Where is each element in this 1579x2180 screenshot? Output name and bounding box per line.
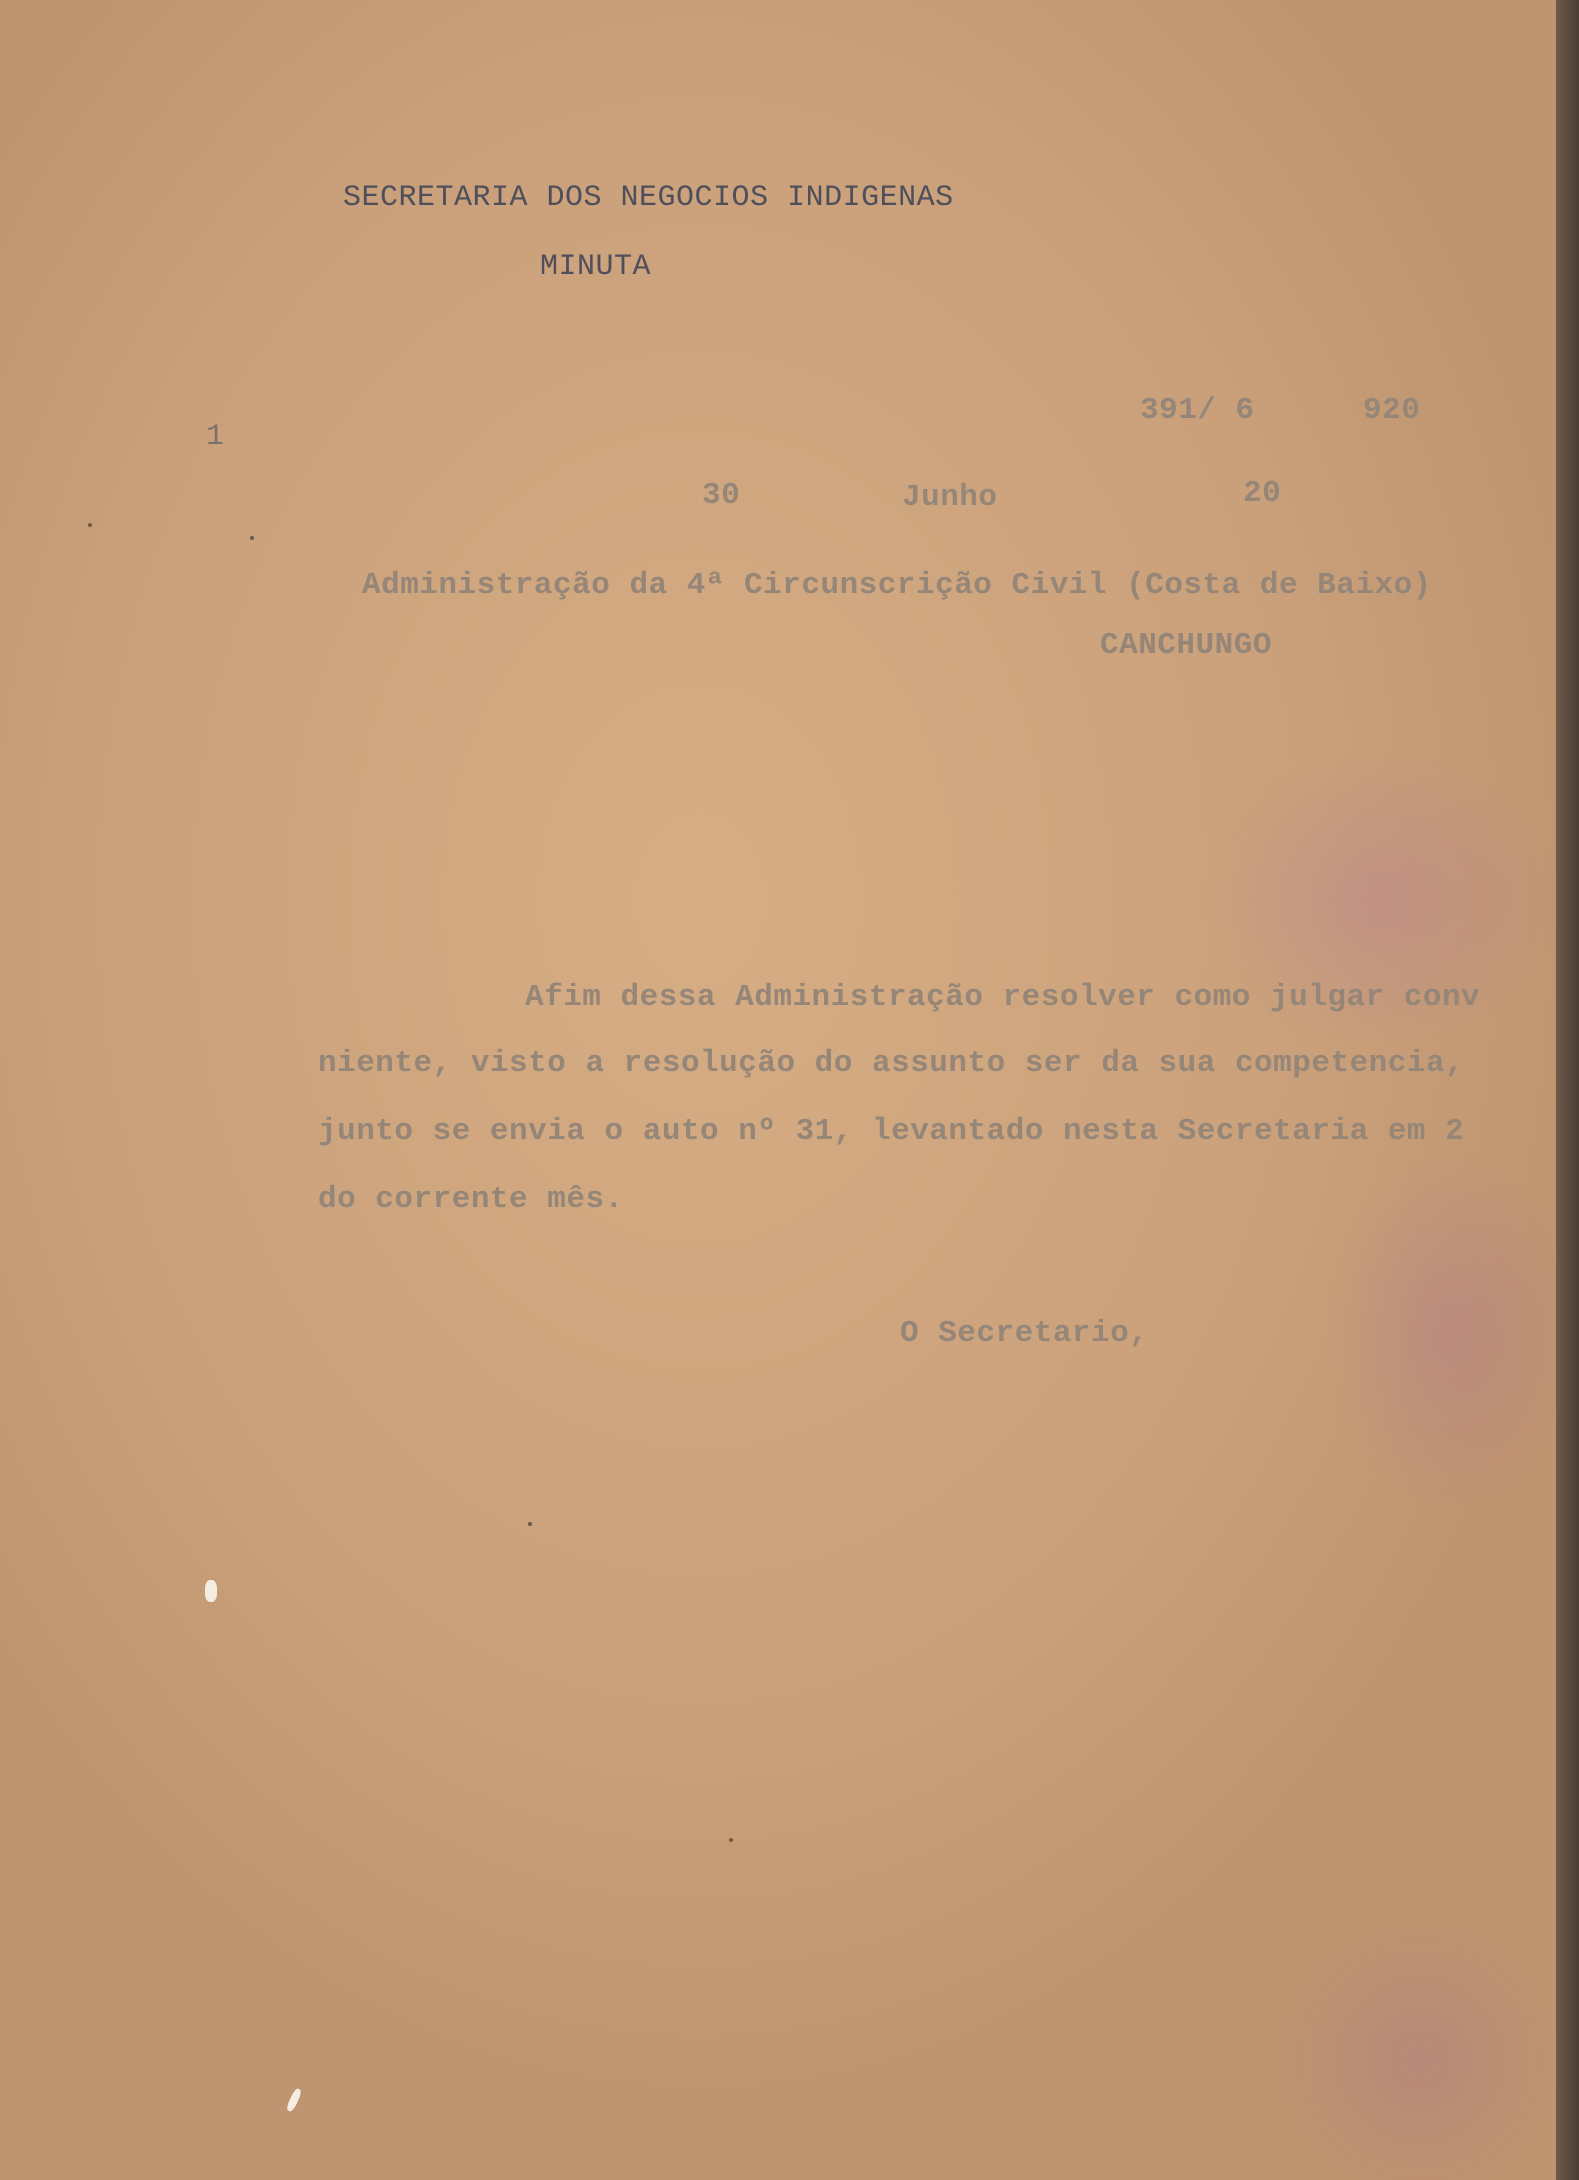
body-line-1: Afim dessa Administração resolver como julgar conv [525, 980, 1481, 1015]
paper-speck [285, 2087, 302, 2112]
addressee-line: Administração da 4ª Circunscrição Civil (Costa de Baixo) [362, 568, 1432, 603]
paper-dot [729, 1838, 733, 1842]
body-line-4: do corrente mês. [318, 1182, 624, 1217]
minuta-heading: MINUTA [540, 250, 652, 284]
margin-number: 1 [206, 420, 225, 454]
body-line-2: niente, visto a resolução do assunto ser da sua competencia, [318, 1046, 1465, 1081]
signature-line: O Secretario, [900, 1316, 1149, 1351]
paper-dot [250, 536, 254, 540]
reference-year: 920 [1363, 393, 1421, 428]
date-day: 30 [702, 478, 741, 513]
reference-number: 391/ 6 [1140, 393, 1255, 428]
scan-edge [1556, 0, 1579, 2180]
paper-dot [88, 523, 92, 527]
addressee-location: CANCHUNGO [1100, 628, 1272, 663]
department-heading: SECRETARIA DOS NEGOCIOS INDIGENAS [343, 181, 954, 215]
body-line-3: junto se envia o auto nº 31, levantado nesta Secretaria em 2 [318, 1114, 1465, 1149]
paper-dot [528, 1522, 532, 1526]
date-year: 20 [1243, 476, 1282, 511]
paper-speck [205, 1580, 217, 1602]
date-month: Junho [902, 480, 998, 515]
